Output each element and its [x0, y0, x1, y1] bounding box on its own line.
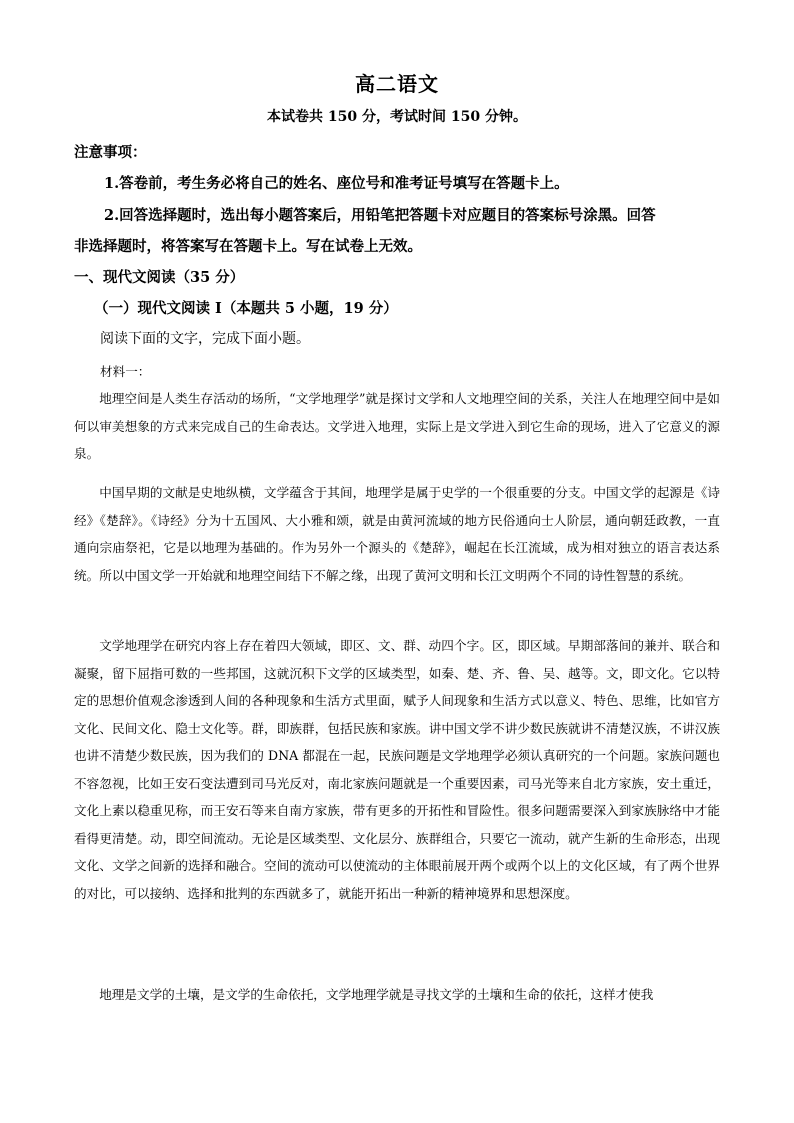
material-label: 材料一：: [100, 364, 151, 379]
passage-paragraph-4: 地理是文学的土壤，是文学的生命依托，文学地理学就是寻找文学的土壤和生命的依托，这样才使我: [99, 987, 654, 1002]
section-sub-heading: （一）现代文阅读 I（本题共 5 小题，19 分）: [94, 300, 398, 317]
passage-paragraph-2: 中国早期的文献是史地纵横，文学蕴含于其间，地理学是属于史学的一个很重要的分支。中国文学的起源是《诗经》《楚辞》。《诗经》分为十五国风、大小雅和颂，就是由黄河流域的地方民俗通向士人阶层，通向朝廷政教，一直通向宗庙祭祀，它是以地理为基础的。作为另外一个源头的《楚辞》，崛起在长江流域，成为相对独立的语言表达系统。所以中国文学一开始就和地理空间结下不解之缘，出现了黄河文明和长江文明两个不同的诗性智慧的系统。: [74, 485, 720, 583]
page-title: 高二语文: [355, 72, 439, 96]
notice-item-2-line-1: 2.回答选择题时，选出每小题答案后，用铅笔把答题卡对应题目的答案标号涂黑。回答: [104, 207, 656, 224]
exam-info: 本试卷共 150 分，考试时间 150 分钟。: [267, 109, 527, 125]
notice-item-2-line-2: 非选择题时，将答案写在答题卡上。写在试卷上无效。: [74, 238, 422, 255]
passage-paragraph-1: 地理空间是人类生存活动的场所，“文学地理学”就是探讨文学和人文地理空间的关系，关注人在地理空间中是如何以审美想象的方式来完成自己的生命表达。文学进入地理，实际上是文学进入到它生命的现场，进入了它意义的源泉。: [74, 391, 720, 461]
passage-paragraph-3: 文学地理学在研究内容上存在着四大领域，即区、文、群、动四个字。区，即区域。早期部落间的兼并、联合和凝聚，留下屈指可数的一些邦国，这就沉积下文学的区域类型，如秦、楚、齐、鲁、吴、越等。文，即文化。它以特定的思想价值观念渗透到人间的各种现象和生活方式里面，赋予人间现象和生活方式以意义、特色、思维，比如官方文化、民间文化、隐士文化等。群，即族群，包括民族和家族。讲中国文学不讲少数民族就讲不清楚汉族，不讲汉族也讲不清楚少数民族，因为我们的 DNA 都混在一起，民族问题是文学地理学必须认真研究的一个问题。家族问题也不容忽视，比如王安石变法遭到司马光反对，南北家族问题就是一个重要因素，司马光等来自北方家族，安土重迁，文化上素以稳重见称，而王安石等来自南方家族，带有更多的开拓性和冒险性。很多问题需要深入到家族脉络中才能看得更清楚。动，即空间流动。无论是区域类型、文化层分、族群组合，只要它一流动，就产生新的生命形态，出现文化、文学之间新的选择和融合。空间的流动可以使流动的主体眼前展开两个或两个以上的文化区域，有了两个世界的对比，可以接纳、选择和批判的东西就多了，就能开拓出一种新的精神境界和思想深度。: [74, 638, 720, 901]
section-heading: 一、现代文阅读（35 分）: [74, 269, 245, 286]
notice-item-1: 1.答卷前，考生务必将自己的姓名、座位号和准考证号填写在答题卡上。: [104, 175, 569, 192]
instruction-text: 阅读下面的文字，完成下面小题。: [100, 331, 310, 347]
notice-heading: 注意事项：: [74, 144, 147, 161]
